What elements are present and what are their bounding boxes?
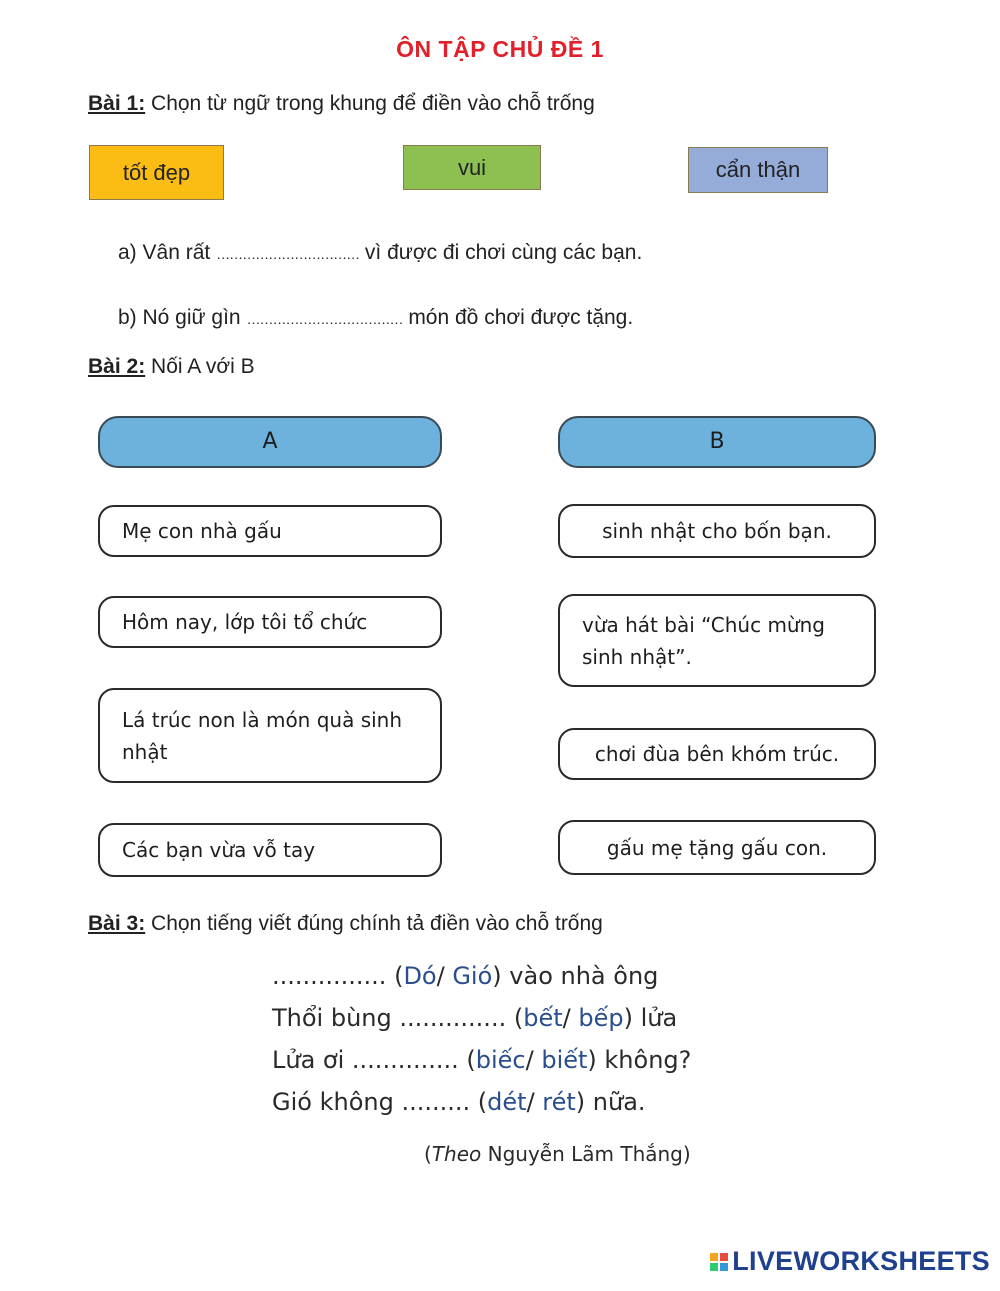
poem-line-3: Lửa ơi .............. (biếc/ biết) không? [272,1046,692,1074]
liveworksheets-logo-icon [710,1253,728,1271]
match-a-1[interactable]: Mẹ con nhà gấu [98,505,442,557]
poem-text-4: nữa. [592,1088,646,1116]
bai3-label: Bài 3: [88,912,146,935]
poem-blank-2[interactable]: .............. [399,1004,507,1032]
poem-option-2b: bếp [578,1004,624,1032]
poem-option-4b: rét [542,1088,576,1116]
bai1-label: Bài 1: [88,92,146,115]
poem-option-3a: biếc [475,1046,526,1074]
poem-blank-4[interactable]: ......... [401,1088,471,1116]
sentence-b-before: b) Nó giữ gìn [118,306,241,329]
credit-theo: Theo [431,1142,482,1166]
bai2-heading [88,355,255,379]
bai2-label: Bài 2: [88,355,146,378]
poem-line-1: ............... (Dó/ Gió) vào nhà ông [272,962,659,990]
sentence-a-before: a) Vân rất [118,241,211,264]
poem-credit: (Theo Nguyễn Lãm Thắng) [424,1142,691,1166]
page-title: ÔN TẬP CHỦ ĐỀ 1 [396,36,604,62]
column-b-header: B [558,416,876,468]
word-box-vui[interactable]: vui [403,145,541,190]
bai3-heading [88,912,603,936]
sentence-b-after: món đồ chơi được tặng. [408,306,634,329]
poem-text-3: không? [604,1046,692,1074]
match-a-2[interactable]: Hôm nay, lớp tôi tổ chức [98,596,442,648]
poem-option-1b: Gió [452,962,493,990]
word-box-can-than[interactable]: cẩn thận [688,147,828,193]
poem-line-4: Gió không ......... (dét/ rét) nữa. [272,1088,646,1116]
poem-line-2: Thổi bùng .............. (bết/ bếp) lửa [272,1004,678,1032]
poem-text-1: vào nhà ông [509,962,659,990]
poem-pre-2: Thổi bùng [272,1004,392,1032]
sentence-a-after: vì được đi chơi cùng các bạn. [364,241,643,264]
match-a-4[interactable]: Các bạn vừa vỗ tay [98,823,442,877]
poem-option-3b: biết [541,1046,588,1074]
poem-blank-1[interactable]: ............... [272,962,387,990]
poem-pre-3: Lửa ơi [272,1046,345,1074]
liveworksheets-brand: LIVEWORKSHEETS [732,1246,990,1276]
match-b-3[interactable]: chơi đùa bên khóm trúc. [558,728,876,780]
bai3-instruction: Chọn tiếng viết đúng chính tả điền vào chỗ trống [151,912,603,935]
poem-option-2a: bết [523,1004,563,1032]
liveworksheets-logo [710,1246,990,1277]
word-box-tot-dep[interactable]: tốt đẹp [89,145,224,200]
bai1-heading [88,92,595,116]
bai1-sentence-a [118,241,642,265]
column-a-header: A [98,416,442,468]
match-b-2[interactable]: vừa hát bài “Chúc mừng sinh nhật”. [558,594,876,687]
sentence-b-blank[interactable]: ……………………………… [246,311,403,327]
poem-option-4a: dét [487,1088,527,1116]
match-b-4[interactable]: gấu mẹ tặng gấu con. [558,820,876,875]
match-b-1[interactable]: sinh nhật cho bốn bạn. [558,504,876,558]
poem-pre-4: Gió không [272,1088,394,1116]
bai1-instruction: Chọn từ ngữ trong khung để điền vào chỗ trống [151,92,595,115]
credit-author: Nguyễn Lãm Thắng [487,1142,683,1166]
poem-text-2: lửa [640,1004,678,1032]
sentence-a-blank[interactable]: …………………………… [216,246,360,262]
poem-blank-3[interactable]: .............. [351,1046,459,1074]
bai2-instruction: Nối A với B [151,355,255,378]
match-a-3[interactable]: Lá trúc non là món quà sinh nhật [98,688,442,783]
poem-option-1a: Dó [403,962,437,990]
bai1-sentence-b [118,306,633,330]
